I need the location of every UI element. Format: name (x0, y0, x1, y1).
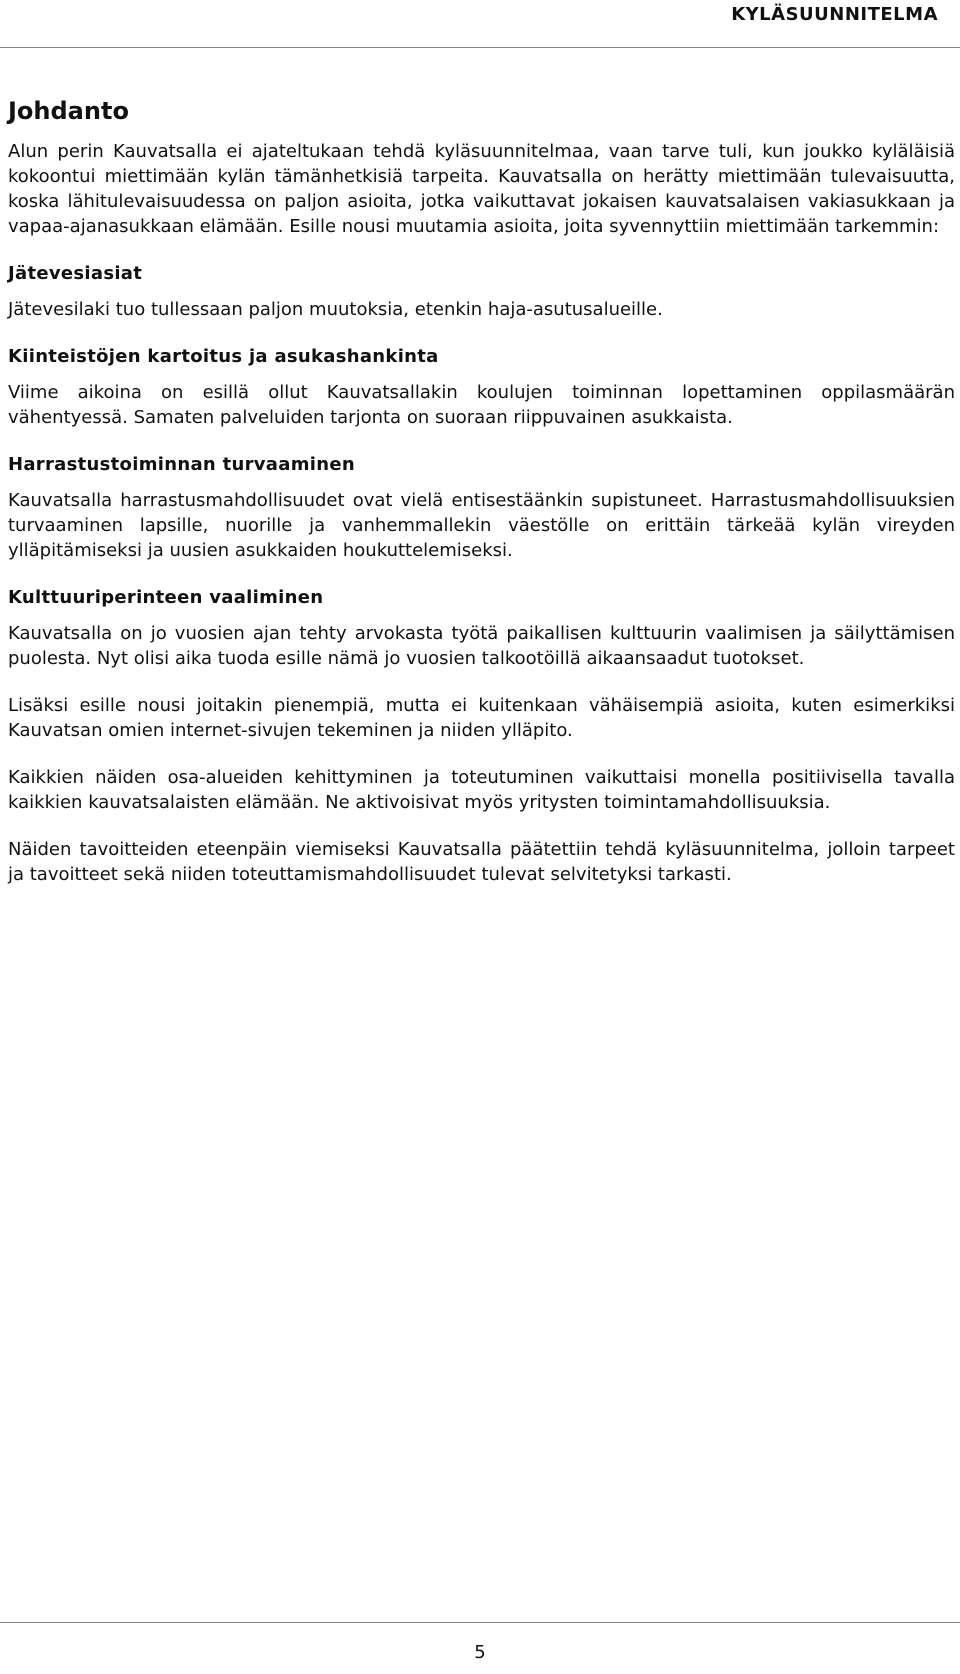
document-body (8, 95, 955, 909)
paragraph-harrastustoiminta: Kauvatsalla harrastusmahdollisuudet ovat vielä entisestäänkin supistuneet. Harrastusmahdollisuuksien turvaaminen lapsille, nuorille ja vanhemmallekin väestölle on erittäin tärkeää kylän vireyden ylläpitämiseksi ja uusien asukkaiden houkuttelemiseksi. (8, 490, 955, 561)
subheading-jatevesiasiat: Jätevesiasiat (8, 263, 143, 284)
paragraph-jatevesiasiat: Jätevesilaki tuo tullessaan paljon muutoksia, etenkin haja-asutusalueille. (8, 299, 663, 320)
section-heading-johdanto: Johdanto (8, 97, 129, 125)
document-header-title: KYLÄSUUNNITELMA (731, 4, 938, 25)
subheading-kiinteistojen-kartoitus: Kiinteistöjen kartoitus ja asukashankinta (8, 346, 439, 367)
paragraph-kiinteistojen-kartoitus: Viime aikoina on esillä ollut Kauvatsallakin koulujen toiminnan lopettaminen oppilasmäärän vähentyessä. Samaten palveluiden tarjonta on suoraan riippuvainen asukkaista. (8, 382, 955, 428)
paragraph-tavoitteet: Näiden tavoitteiden eteenpäin viemiseksi Kauvatsalla päätettiin tehdä kyläsuunnitelma, jolloin tarpeet ja tavoitteet sekä niiden toteuttamismahdollisuudet tulevat selvitetyksi tarkasti. (8, 839, 955, 885)
paragraph-kehittyminen: Kaikkien näiden osa-alueiden kehittyminen ja toteutuminen vaikuttaisi monella positiivisella tavalla kaikkien kauvatsalaisten elämään. Ne aktivoisivat myös yritysten toimintamahdollisuuksia. (8, 767, 955, 813)
paragraph-kulttuuriperinne: Kauvatsalla on jo vuosien ajan tehty arvokasta työtä paikallisen kulttuurin vaalimisen ja säilyttämisen puolesta. Nyt olisi aika tuoda esille nämä jo vuosien talkootöillä aikaansaadut tuotokset. (8, 623, 955, 669)
paragraph-lisaksi: Lisäksi esille nousi joitakin pienempiä, mutta ei kuitenkaan vähäisempiä asioita, kuten esimerkiksi Kauvatsan omien internet-sivujen tekeminen ja niiden ylläpito. (8, 695, 955, 741)
subheading-kulttuuriperinne: Kulttuuriperinteen vaaliminen (8, 587, 324, 608)
intro-paragraph: Alun perin Kauvatsalla ei ajateltukaan tehdä kyläsuunnitelmaa, vaan tarve tuli, kun joukko kyläläisiä kokoontui miettimään kylän tämänhetkisiä tarpeita. Kauvatsalla on herätty miettimään tulevaisuutta, koska lähitulevaisuudessa on paljon asioita, jotka vaikuttavat jokaisen kauvatsalaisen vakiasukkaan ja vapaa-ajanasukkaan elämään. Esille nousi muutamia asioita, joita syvennyttiin miettimään tarkemmin: (8, 141, 955, 237)
footer-divider (0, 1622, 960, 1623)
page-number: 5 (474, 1642, 486, 1663)
header-divider (0, 47, 960, 48)
subheading-harrastustoiminta: Harrastustoiminnan turvaaminen (8, 454, 355, 475)
